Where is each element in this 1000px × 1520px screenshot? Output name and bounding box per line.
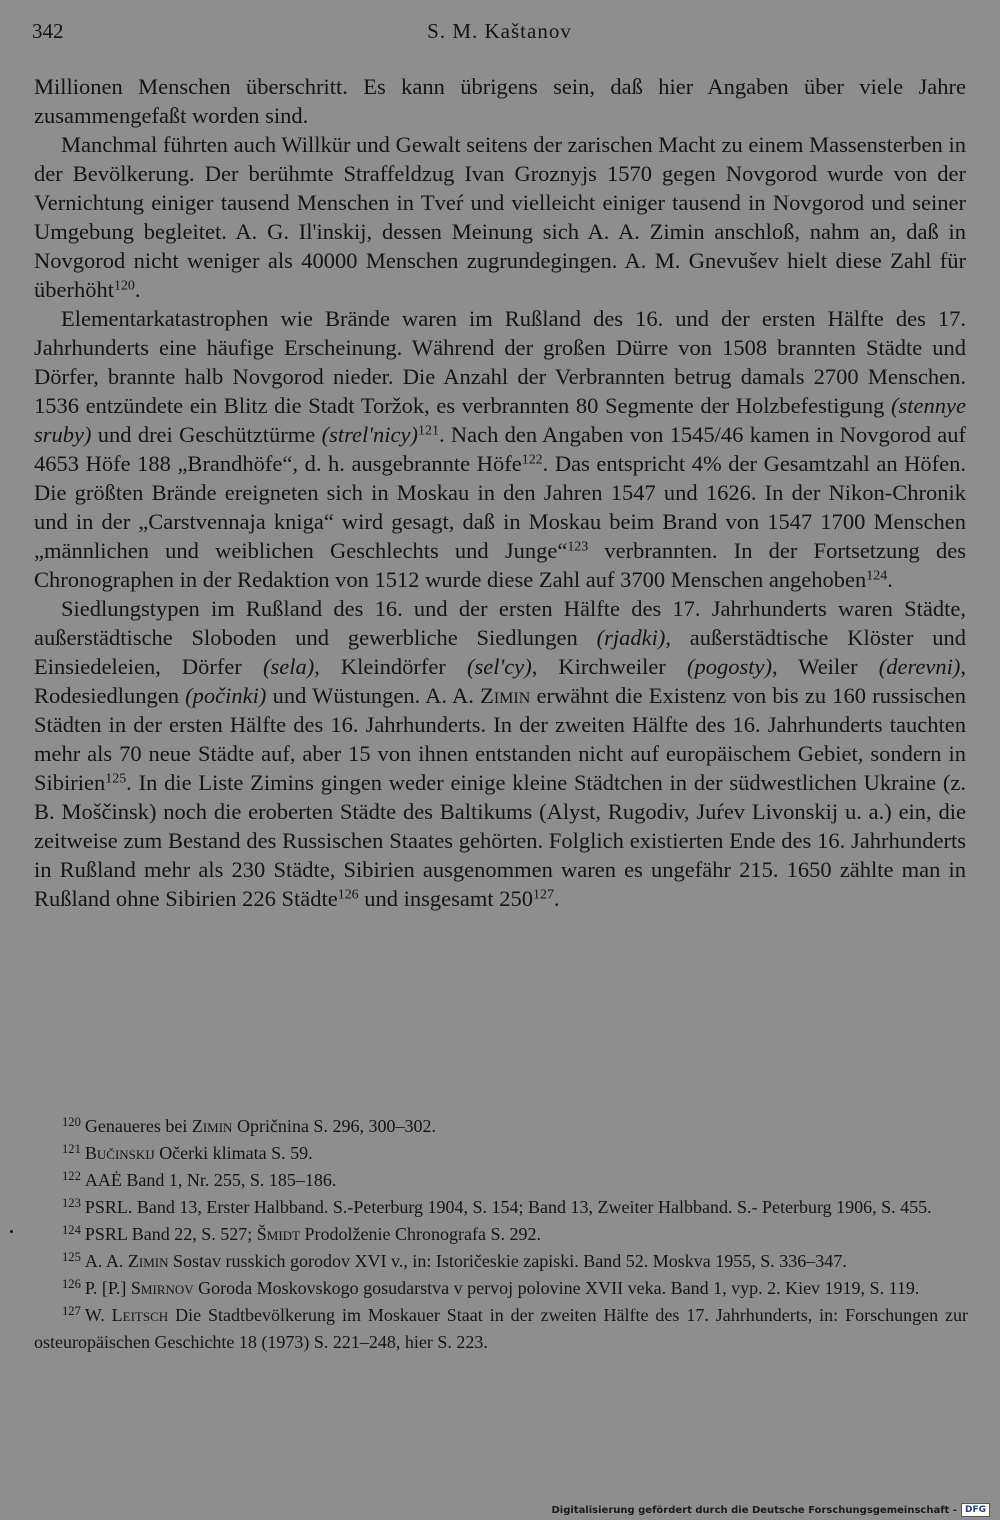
italic-term: (sela) bbox=[262, 654, 315, 679]
footnote-text bbox=[85, 1251, 847, 1271]
italic-term: (stennye sruby) bbox=[34, 393, 966, 447]
footnote bbox=[34, 1302, 968, 1356]
footnote bbox=[34, 1248, 968, 1275]
body-text bbox=[34, 72, 966, 913]
footnote-text bbox=[85, 1170, 337, 1190]
paragraph bbox=[34, 72, 966, 130]
text-run: W. bbox=[84, 1305, 112, 1325]
author-name: Smirnov bbox=[130, 1278, 194, 1298]
author-name: Šmidt bbox=[256, 1224, 300, 1244]
text-run: AAĖ Band 1, Nr. 255, S. 185–186. bbox=[84, 1170, 337, 1190]
footnote-ref: 121 bbox=[418, 423, 439, 439]
author-name: Zimin bbox=[127, 1251, 169, 1271]
author-name: Zimin bbox=[191, 1116, 233, 1136]
text-run: Prodolženie Chronografa S. 292. bbox=[300, 1224, 541, 1244]
footnote-ref: 123 bbox=[567, 539, 589, 555]
text-run: P. [P.] bbox=[84, 1278, 131, 1298]
footnote bbox=[34, 1221, 968, 1248]
footnote-ref: 124 bbox=[866, 568, 888, 584]
footnote-number: 123 bbox=[62, 1195, 81, 1210]
author-name: Zimin bbox=[480, 683, 531, 708]
text-run: A. A. bbox=[84, 1251, 128, 1271]
text-run: . Das entspricht 4% der Gesamtzahl an Höfen. Die größten Brände ereigneten sich in Moskau in den Jahren 1547 und 1626. In der Nikon-Chronik und in der „Carstvennaja kniga“ wird gesagt, daß in Moskau beim Brand von 1547 1700 Menschen „männlichen und weiblichen Geschlechts und Junge“ bbox=[34, 451, 967, 563]
scan-speck bbox=[10, 1230, 13, 1233]
text-run: Die Stadtbevölkerung im Moskauer Staat in der zweiten Hälfte des 17. Jahrhunderts, in: Forschungen zur osteuropäischen Geschichte 18 (1973) S. 221–248, hier S. 223. bbox=[34, 1305, 969, 1352]
footnote-text bbox=[85, 1224, 541, 1244]
paragraph bbox=[34, 130, 966, 304]
footnote bbox=[34, 1167, 968, 1194]
author-name: Bučinskij bbox=[84, 1143, 155, 1163]
text-run: Genaueres bei bbox=[84, 1116, 192, 1136]
page-header bbox=[32, 16, 967, 46]
credit-text: Digitalisierung gefördert durch die Deutsche Forschungsgemeinschaft - bbox=[551, 1504, 957, 1516]
text-run: Elementarkatastrophen wie Brände waren im Rußland des 16. und der ersten Hälfte des 17. Jahrhunderts eine häufige Erscheinung. Während der großen Dürre von 1508 brannten Städte und Dörfer, brannte halb Novgorod nieder. Die Anzahl der Verbrannten betrug damals 2700 Menschen. 1536 entzündete ein Blitz die Stadt Toržok, es verbrannten 80 Segmente der Holzbefestigung bbox=[34, 306, 966, 418]
footnote-number: 121 bbox=[62, 1141, 81, 1156]
text-run: Siedlungstypen im Rußland des 16. und der ersten Hälfte des 17. Jahrhunderts waren Städte, außerstädtische Sloboden und gewerbliche Siedlungen bbox=[34, 596, 966, 650]
text-run: und drei Geschütztürme bbox=[91, 422, 322, 447]
text-run: PSRL. Band 13, Erster Halbband. S.-Peterburg 1904, S. 154; Band 13, Zweiter Halbband. S.- Peterburg 1906, S. 455. bbox=[84, 1197, 932, 1217]
italic-term: (rjadki) bbox=[596, 625, 666, 650]
dfg-logo: DFG bbox=[961, 1503, 990, 1517]
footnote-number: 126 bbox=[62, 1276, 81, 1291]
text-run: Sostav russkich gorodov XVI v., in: Istoričeskie zapiski. Band 52. Moskva 1955, S. 336–347. bbox=[168, 1251, 847, 1271]
footnote-text bbox=[85, 1278, 920, 1298]
italic-term: (pogosty) bbox=[686, 654, 772, 679]
footnote-number: 124 bbox=[62, 1222, 81, 1237]
footnote bbox=[34, 1113, 968, 1140]
footnote-number: 125 bbox=[62, 1249, 81, 1264]
footnote-text bbox=[85, 1116, 436, 1136]
text-run: , Kleindörfer bbox=[314, 654, 467, 679]
text-run: . In die Liste Zimins gingen weder einige kleine Städtchen in der südwestlichen Ukraine (z. B. Moščinsk) noch die eroberten Städte des Baltikums (Alyst, Rugodiv, Juŕev Livonskij u. a.) ein, die zeitweise zum Bestand des Russischen Staates gehörten. Folglich existierten Ende des 16. Jahrhunderts in Rußland mehr als 230 Städte, Sibirien ausgenommen waren es ungefähr 215. 1650 zählte man in Rußland ohne Sibirien 226 Städte bbox=[34, 770, 966, 911]
footnote-text bbox=[85, 1197, 932, 1217]
text-run: Opričnina S. 296, 300–302. bbox=[232, 1116, 436, 1136]
text-run: , Kirchweiler bbox=[531, 654, 687, 679]
text-run: verbrannten. In der Fortsetzung des Chronographen in der Redaktion von 1512 wurde diese Zahl auf 3700 Menschen angehoben bbox=[34, 538, 966, 592]
footnotes bbox=[34, 1113, 968, 1356]
digitization-credit bbox=[551, 1503, 990, 1517]
paragraph bbox=[34, 304, 966, 594]
footnote-ref: 122 bbox=[521, 452, 543, 468]
text-run: , Rodesiedlungen bbox=[34, 654, 966, 708]
page-number: 342 bbox=[32, 19, 64, 43]
text-run: , Weiler bbox=[771, 654, 879, 679]
footnote-number: 127 bbox=[62, 1303, 81, 1318]
italic-term: (strel'nicy) bbox=[321, 422, 419, 447]
italic-term: (sel'cy) bbox=[466, 654, 532, 679]
text-run: und Wüstungen. A. A. bbox=[266, 683, 481, 708]
footnote bbox=[34, 1194, 968, 1221]
text-run: erwähnt die Existenz von bis zu 160 russischen Städten in der ersten Hälfte des 16. Jahrhunderts. In der zweiten Hälfte des 16. Jahrhunderts tauchten mehr als 70 neue Städte auf, aber 15 von ihnen entstanden nicht auf europäischem Gebiet, sondern in Sibirien bbox=[34, 683, 966, 795]
text-run: , außerstädtische Klöster und Einsiedeleien, Dörfer bbox=[34, 625, 966, 679]
running-head: S. M. Kaštanov bbox=[427, 19, 572, 43]
italic-term: (počinki) bbox=[185, 683, 267, 708]
footnote-ref: 127 bbox=[533, 887, 554, 903]
footnote-number: 122 bbox=[62, 1168, 81, 1183]
text-run: Millionen Menschen überschritt. Es kann übrigens sein, daß hier Angaben über viele Jahre zusammengefaßt worden sind. bbox=[34, 74, 966, 128]
footnote bbox=[34, 1275, 968, 1302]
text-run: PSRL Band 22, S. 527; bbox=[84, 1224, 257, 1244]
footnote-ref: 126 bbox=[337, 887, 359, 903]
footnote-number: 120 bbox=[62, 1114, 81, 1129]
footnote-text bbox=[34, 1305, 968, 1352]
italic-term: (derevni) bbox=[878, 654, 961, 679]
footnote bbox=[34, 1140, 968, 1167]
footnote-ref: 120 bbox=[113, 278, 135, 294]
text-run: Manchmal führten auch Willkür und Gewalt seitens der zarischen Macht zu einem Massensterben in der Bevölkerung. Der berühmte Straffeldzug Ivan Groznyjs 1570 gegen Novgorod wurde von der Vernichtung einiger tausend Menschen in Tveŕ und vielleicht einiger tausend in Novgorod und seiner Umgebung begleitet. A. G. Il'inskij, dessen Meinung sich A. A. Zimin anschloß, nahm an, daß in Novgorod nicht weniger als 40000 Menschen zugrundegingen. A. M. Gnevušev hielt diese Zahl für überhöht bbox=[34, 132, 966, 302]
text-run: Očerki klimata S. 59. bbox=[154, 1143, 313, 1163]
text-run: Goroda Moskovskogo gosudarstva v pervoj polovine XVII veka. Band 1, vyp. 2. Kiev 1919, S. 119. bbox=[193, 1278, 920, 1298]
text-run: . bbox=[553, 886, 560, 911]
text-run: . bbox=[134, 277, 141, 302]
text-run: und insgesamt 250 bbox=[358, 886, 533, 911]
footnote-ref: 125 bbox=[105, 771, 127, 787]
text-run: . Nach den Angaben von 1545/46 kamen in Novgorod auf 4653 Höfe 188 „Brandhöfe“, d. h. ausgebrannte Höfe bbox=[34, 422, 967, 476]
footnote-text bbox=[85, 1143, 313, 1163]
paragraph bbox=[34, 594, 966, 913]
author-name: Leitsch bbox=[111, 1305, 169, 1325]
text-run: . bbox=[887, 567, 893, 592]
